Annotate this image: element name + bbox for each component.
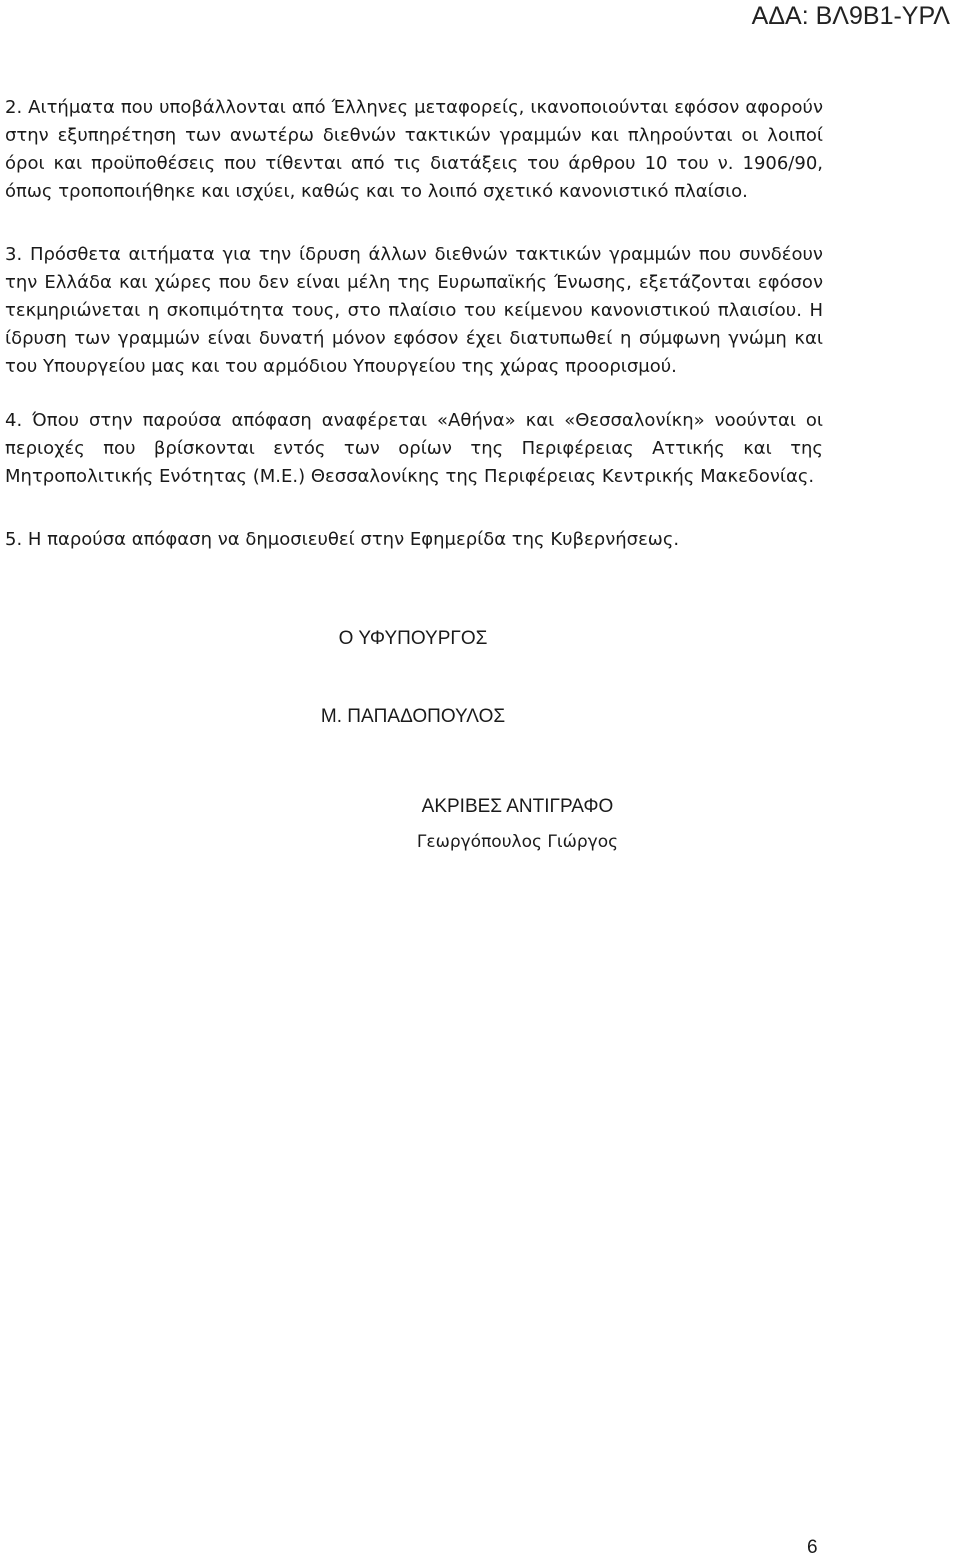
paragraph-5: 5. Η παρούσα απόφαση να δημοσιευθεί στην Εφημερίδα της Κυβερνήσεως. [5, 529, 680, 550]
paragraph-4: 4. Όπου στην παρούσα απόφαση αναφέρεται «Αθήνα» και «Θεσσαλονίκη» νοούνται οι περιοχές που βρίσκονται εντός των ορίων της Περιφέρειας Αττικής και της Μητροπολιτικής Ενότητας (Μ.Ε.) Θεσσαλονίκης της Περιφέρειας Κεντρικής Μακεδονίας. [5, 410, 823, 487]
signatory-title: Ο ΥΦΥΠΟΥΡΓΟΣ [338, 628, 488, 649]
true-copy-label: ΑΚΡΙΒΕΣ ΑΝΤΙΓΡΑΦΟ [421, 796, 614, 817]
paragraph-2: 2. Αιτήματα που υποβάλλονται από Έλληνες μεταφορείς, ικανοποιούνται εφόσον αφορούν στην εξυπηρέτηση των ανωτέρω διεθνών τακτικών γραμμών και πληρούνται οι λοιποί όροι και προϋποθέσεις που τίθενται από τις διατάξεις του άρθρου 10 του ν. 1906/90, όπως τροποποιήθηκε και ισχύει, καθώς και το λοιπό σχετικό κανονιστικό πλαίσιο. [5, 97, 823, 202]
true-copy-signatory: Γεωργόπουλος Γιώργος [416, 832, 619, 852]
signatory-name: Μ. ΠΑΠΑΔΟΠΟΥΛΟΣ [320, 706, 506, 727]
paragraph-3: 3. Πρόσθετα αιτήματα για την ίδρυση άλλων διεθνών τακτικών γραμμών που συνδέουν την Ελλάδα και χώρες που δεν είναι μέλη της Ευρωπαϊκής Ένωσης, εξετάζονται εφόσον τεκμηριώνεται η σκοπιμότητα τους, στο πλαίσιο του κείμενου κανονιστικού πλαισίου. Η ίδρυση των γραμμών είναι δυνατή μόνον εφόσον έχει διατυπωθεί η σύμφωνη γνώμη και του Υπουργείου μας και του αρμόδιου Υπουργείου της χώρας προορισμού. [5, 244, 823, 377]
ada-code: ΑΔΑ: ΒΛ9Β1-ΥΡΛ [751, 2, 950, 30]
page-number: 6 [807, 1537, 818, 1558]
